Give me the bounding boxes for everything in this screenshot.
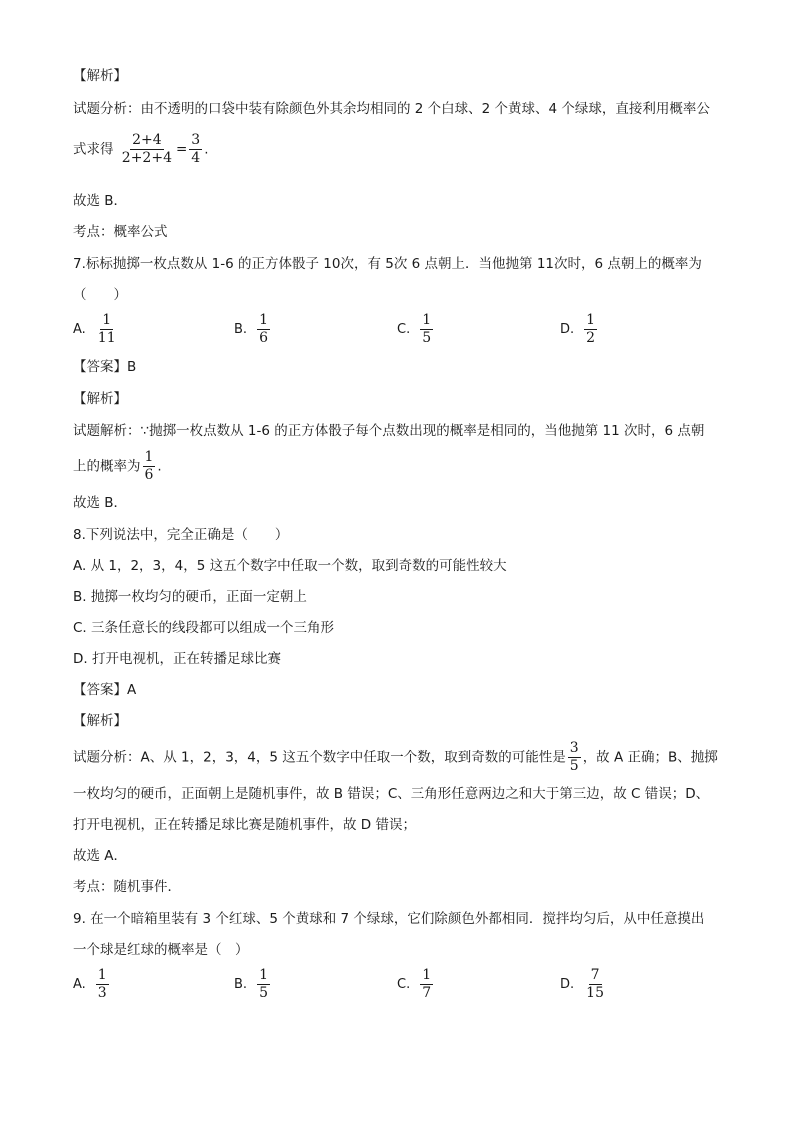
- analysis-text: ，故 A 正确；B、抛掷: [582, 749, 718, 766]
- choice-text: 故选 B．: [73, 495, 128, 511]
- denominator: 5: [569, 758, 579, 774]
- denominator: 2: [586, 330, 596, 346]
- answer-tag: 【答案】: [73, 359, 127, 375]
- q9-option-a: [73, 967, 111, 1002]
- q7-option-d: [560, 312, 599, 347]
- numerator: 3: [569, 740, 579, 756]
- answer-line: [73, 357, 136, 377]
- numerator: 1: [102, 312, 112, 328]
- question-8-stem: 8.下列说法中，完全正确是（ ）: [73, 527, 289, 543]
- denominator: 5: [422, 330, 432, 346]
- option-label: D.: [560, 322, 575, 337]
- fraction: [584, 967, 606, 1002]
- option-label: A.: [73, 977, 86, 992]
- kaodian-text: 考点：随机事件．: [73, 879, 181, 895]
- kaodian-text: 考点：概率公式: [73, 224, 168, 240]
- fraction: [584, 312, 597, 347]
- answer-line: [73, 680, 136, 700]
- numerator: 3: [191, 132, 201, 148]
- denominator: 6: [144, 467, 154, 483]
- q7-option-b: [234, 312, 272, 347]
- denominator: 6: [259, 330, 268, 346]
- numerator: 1: [259, 967, 268, 983]
- fraction: [420, 312, 433, 347]
- analysis-tag: 【解析】: [73, 713, 127, 729]
- fraction: [420, 967, 433, 1002]
- numerator: 1: [422, 967, 432, 983]
- q7-option-c: [397, 312, 435, 347]
- q9-option-d: [560, 967, 608, 1002]
- option-label: A.: [73, 322, 86, 337]
- fraction: [257, 967, 270, 1002]
- q8-option-b: B. 抛掷一枚均匀的硬币，正面一定朝上: [73, 589, 307, 605]
- option-label: B.: [234, 977, 248, 992]
- fraction: [143, 449, 156, 484]
- denominator: 7: [422, 985, 432, 1001]
- answer-tag: 【答案】: [73, 682, 127, 698]
- numerator: 7: [590, 967, 600, 983]
- option-label: C.: [397, 322, 411, 337]
- analysis-text-line: 打开电视机，正在转播足球比赛是随机事件，故 D 错误；: [73, 817, 416, 833]
- analysis-text-line: 试题解析：∵抛掷一枚点数从 1-6 的正方体骰子每个点数出现的概率是相同的，当他抛第 11 次时，6 点朝: [73, 423, 705, 439]
- numerator: 1: [422, 312, 432, 328]
- q8-option-c: C. 三条任意长的线段都可以组成一个三角形: [73, 620, 335, 636]
- analysis-text: 式求得: [73, 141, 114, 158]
- choice-text: 故选 A．: [73, 848, 128, 864]
- analysis-tag: 【解析】: [73, 68, 127, 84]
- q8-option-d: D. 打开电视机，正在转播足球比赛: [73, 651, 281, 667]
- denominator: 11: [97, 330, 116, 346]
- analysis-formula-line: [73, 740, 718, 775]
- numerator: 2+4: [132, 132, 162, 148]
- fraction: [189, 132, 202, 167]
- option-label: B.: [234, 322, 248, 337]
- numerator: 1: [97, 967, 107, 983]
- numerator: 1: [144, 449, 154, 465]
- denominator: 4: [191, 150, 201, 166]
- analysis-text: 上的概率为: [73, 458, 141, 475]
- analysis-text: 试题分析：A、从 1，2，3，4，5 这五个数字中任取一个数，取到奇数的可能性是: [73, 749, 566, 766]
- question-7-bracket: （ ）: [73, 287, 127, 303]
- q9-option-b: [234, 967, 272, 1002]
- denominator: 5: [259, 985, 268, 1001]
- option-label: C.: [397, 977, 411, 992]
- numerator: 1: [586, 312, 596, 328]
- question-9-stem-cont: 一个球是红球的概率是（ ）: [73, 942, 249, 958]
- choice-text: 故选 B．: [73, 193, 128, 209]
- fraction: [257, 312, 270, 347]
- period: .: [157, 458, 162, 475]
- answer-value: B: [127, 359, 137, 375]
- analysis-formula-line: [73, 449, 162, 484]
- option-label: D.: [560, 977, 575, 992]
- q8-option-a: A. 从 1，2，3，4，5 这五个数字中任取一个数，取到奇数的可能性较大: [73, 558, 507, 574]
- q9-option-c: [397, 967, 435, 1002]
- denominator: 3: [97, 985, 107, 1001]
- analysis-text-line: 试题分析：由不透明的口袋中装有除颜色外其余均相同的 2 个白球、2 个黄球、4 个绿球，直接利用概率公: [73, 101, 710, 117]
- equals-sign: =: [175, 141, 188, 158]
- q7-option-a: [73, 312, 120, 347]
- fraction: [96, 312, 118, 347]
- analysis-tag: 【解析】: [73, 391, 127, 407]
- question-9-stem: 9. 在一个暗箱里装有 3 个红球、5 个黄球和 7 个绿球，它们除颜色外都相同．搅拌均匀后，从中任意摸出: [73, 911, 705, 927]
- period: .: [204, 141, 209, 158]
- numerator: 1: [259, 312, 268, 328]
- fraction: [96, 967, 109, 1002]
- answer-value: A: [127, 682, 137, 698]
- denominator: 15: [586, 985, 604, 1001]
- fraction: [568, 740, 581, 775]
- question-7-stem: 7.标标抛掷一枚点数从 1-6 的正方体骰子 10次，有 5次 6 点朝上．当他抛第 11次时，6 点朝上的概率为: [73, 256, 702, 272]
- analysis-formula-line: [73, 132, 209, 167]
- fraction: [120, 132, 174, 167]
- analysis-text-line: 一枚均匀的硬币，正面朝上是随机事件，故 B 错误；C、三角形任意两边之和大于第三边，故 C 错误；D、: [73, 786, 710, 802]
- denominator: 2+2+4: [121, 150, 172, 166]
